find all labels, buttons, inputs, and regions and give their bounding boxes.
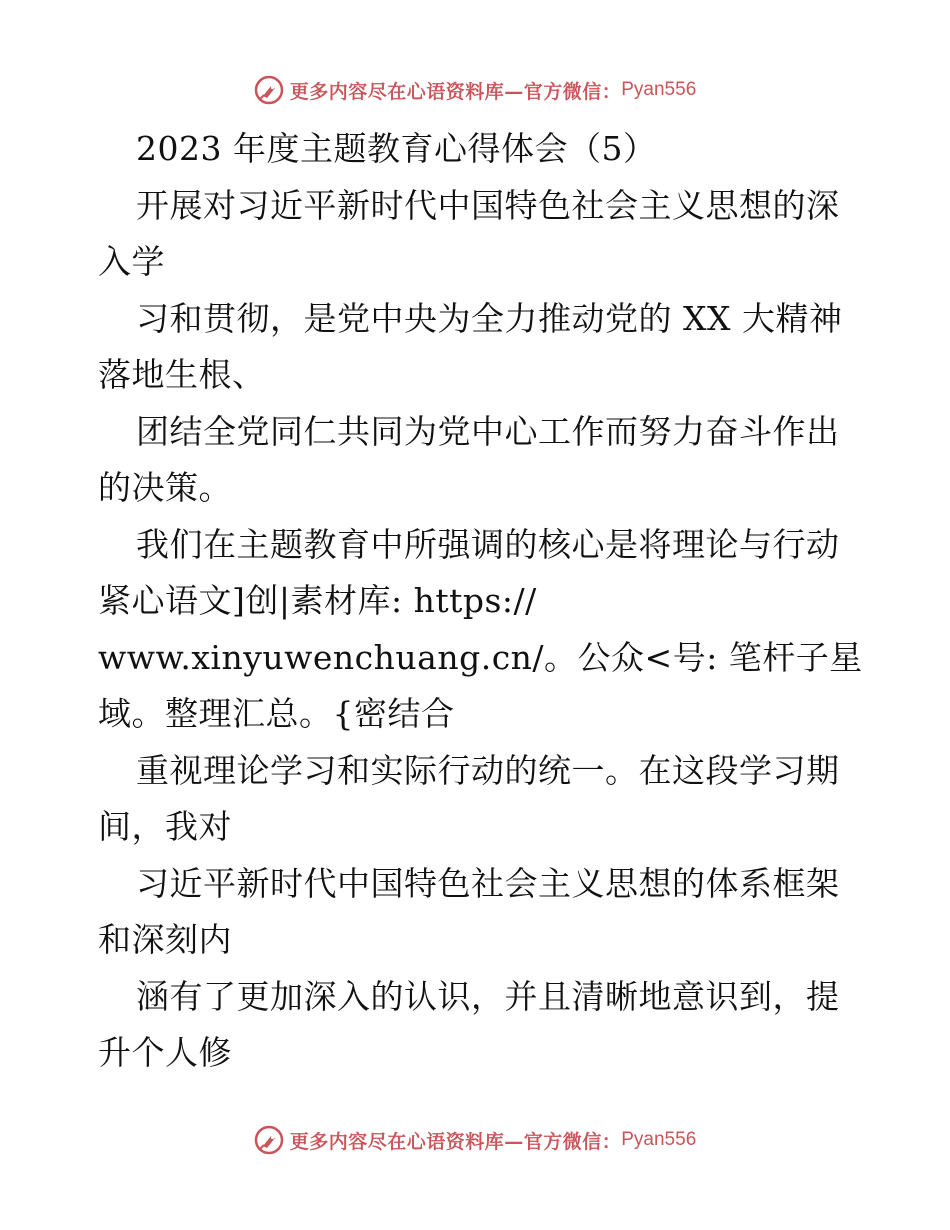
footer-wechat-id: Pyan556 <box>621 1129 697 1150</box>
document-body <box>98 121 863 1082</box>
text-line: 升个人修 <box>98 1033 232 1072</box>
footer-banner <box>0 1120 950 1160</box>
text-line: 团结全党同仁共同为党中心工作而努力奋斗作出 <box>136 411 840 451</box>
text-line: 落地生根、 <box>98 355 266 394</box>
text-line: 紧心语文]创|素材库: https:// <box>98 581 537 620</box>
footer-banner-text: 更多内容尽在心语资料库—官方微信： <box>289 1130 622 1153</box>
header-banner-text: 更多内容尽在心语资料库—官方微信： <box>289 80 622 103</box>
text-line: www.xinyuwenchuang.cn/。公众<号: 笔杆子星 <box>98 637 863 677</box>
pen-nib-logo-icon <box>254 1125 284 1155</box>
text-line: 重视理论学习和实际行动的统一。在这段学习期 <box>136 750 840 790</box>
text-line: 和深刻内 <box>98 920 232 959</box>
text-line: 开展对习近平新时代中国特色社会主义思想的深 <box>136 185 840 225</box>
document-title: 2023 年度主题教育心得体会（5） <box>136 129 657 168</box>
text-line: 习和贯彻，是党中央为全力推动党的 XX 大精神 <box>136 298 843 338</box>
pen-nib-logo-icon <box>254 75 284 105</box>
text-line: 域。整理汇总。{密结合 <box>98 694 455 733</box>
text-line: 的决策。 <box>98 468 232 507</box>
header-banner <box>0 70 950 110</box>
text-line: 涵有了更加深入的认识，并且清晰地意识到，提 <box>136 976 840 1016</box>
text-line: 入学 <box>98 242 165 281</box>
header-wechat-id: Pyan556 <box>621 79 697 100</box>
text-line: 习近平新时代中国特色社会主义思想的体系框架 <box>136 863 840 903</box>
text-line: 我们在主题教育中所强调的核心是将理论与行动 <box>136 524 840 564</box>
text-line: 间，我对 <box>98 807 232 846</box>
